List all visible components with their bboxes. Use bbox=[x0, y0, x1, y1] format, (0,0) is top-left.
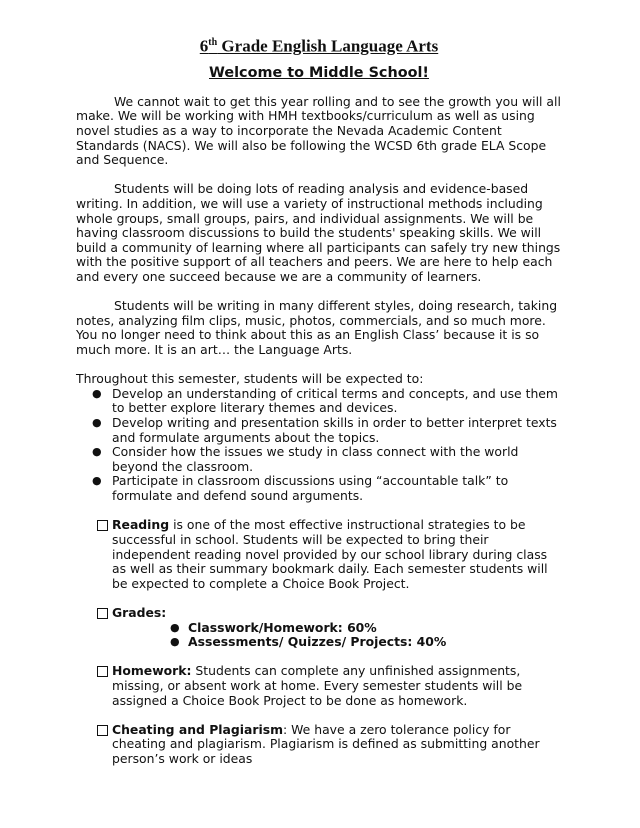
expectations-intro: Throughout this semester, students will be expected to: bbox=[76, 371, 424, 387]
title-text: Grade English Language Arts bbox=[217, 36, 439, 56]
homework-text: Students can complete any unfinished assignments, missing, or absent work at home. Every semester students will be assigned a Choice Book Project to be done as homework. bbox=[112, 663, 523, 708]
checkbox-icon bbox=[97, 608, 108, 619]
cheating-text: : We have a zero tolerance policy for cheating and plagiarism. Plagiarism is defined as submitting another person’s work or ideas bbox=[112, 721, 540, 766]
homework-section bbox=[76, 664, 562, 708]
title-grade-number: 6 bbox=[199, 36, 209, 56]
grades-section bbox=[76, 606, 562, 650]
expectation-item: ● Participate in classroom discussions using “accountable talk” to formulate and defend sound arguments. bbox=[112, 474, 562, 503]
intro-paragraph: We cannot wait to get this year rolling and to see the growth you will all make. We will be working with HMH textbooks/curriculum as well as using novel studies as a way to incorporate the Nevada Academic Content Standards (NACS). We will also be following the WCSD 6th grade ELA Scope and Sequence. bbox=[76, 93, 561, 168]
writing-paragraph: Students will be writing in many different styles, doing research, taking notes, analyzing film clips, music, photos, commercials, and so much more. You no longer need to think about this as an English Class’ because it is so much more. It is an art… the Language Arts. bbox=[76, 298, 558, 357]
cheating-section bbox=[76, 723, 562, 767]
grade-weight-item: ● Classwork/Homework: 60% bbox=[188, 621, 562, 636]
page-title bbox=[76, 36, 562, 54]
page-subtitle: Welcome to Middle School! bbox=[209, 65, 429, 82]
methods-paragraph: Students will be doing lots of reading analysis and evidence-based writing. In addition, we will use a variety of instructional methods including whole groups, small groups, pairs, and individual assignments. We will be having classroom discussions to build the students' speaking skills. We will build a community of learning where all participants can safely try new things with the positive support of all teachers and peers. We are here to help each and every one succeed because we are a community of learners. bbox=[76, 181, 561, 284]
expectation-item: ● Develop writing and presentation skills in order to better interpret texts and formulate arguments about the topics. bbox=[112, 416, 562, 445]
expectation-item: ● Consider how the issues we study in class connect with the world beyond the classroom. bbox=[112, 445, 562, 474]
expectations-list bbox=[76, 387, 562, 504]
expectation-item: ● Develop an understanding of critical terms and concepts, and use them to better explore literary themes and devices. bbox=[112, 387, 562, 416]
checkbox-icon bbox=[97, 666, 108, 677]
reading-section bbox=[76, 518, 562, 591]
reading-label: Reading bbox=[112, 517, 170, 533]
homework-label: Homework: bbox=[112, 663, 192, 679]
reading-text: is one of the most effective instructional strategies to be successful in school. Students will be expected to bring their independent reading novel provided by our school library during class as well as their summary bookmark daily. Each semester students will be expected to complete a Choice Book Project. bbox=[112, 517, 548, 591]
cheating-label: Cheating and Plagiarism bbox=[112, 721, 284, 737]
checkbox-icon bbox=[97, 725, 108, 736]
grade-weight-item: ● Assessments/ Quizzes/ Projects: 40% bbox=[188, 635, 562, 650]
checkbox-icon bbox=[97, 520, 108, 531]
title-ordinal-suffix: th bbox=[208, 37, 218, 48]
grades-label: Grades: bbox=[112, 605, 167, 621]
grades-list bbox=[112, 621, 562, 650]
